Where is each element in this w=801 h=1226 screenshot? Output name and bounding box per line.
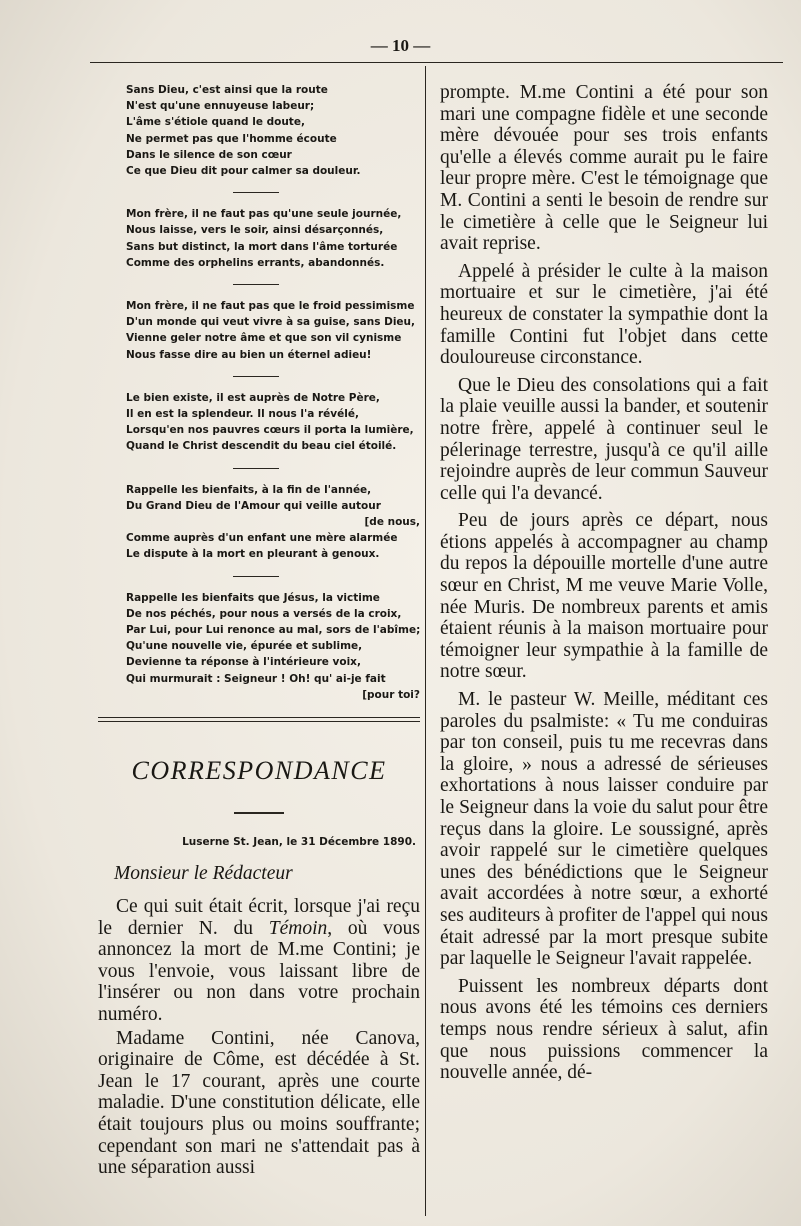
stanza-separator <box>233 576 279 577</box>
poem-line: Nous fasse dire au bien un éternel adieu! <box>126 348 372 361</box>
poem-line: N'est qu'une ennuyeuse labeur; <box>126 100 315 113</box>
poem-line: Nous laisse, vers le soir, ainsi désarçonnés, <box>126 224 384 237</box>
poem-line: Dans le silence de son cœur <box>126 148 292 161</box>
stanza-separator <box>233 376 279 377</box>
poem-stanza <box>98 82 420 179</box>
poem-line: Du Grand Dieu de l'Amour qui veille autour <box>126 499 381 512</box>
poem-line: Par Lui, pour Lui renonce au mal, sors de l'abîme; <box>126 624 421 637</box>
poem-line: Rappelle les bienfaits, à la fin de l'année, <box>126 483 372 496</box>
poem-stanza <box>98 390 420 455</box>
poem-line: Sans Dieu, c'est ainsi que la route <box>126 84 328 96</box>
poem-line-continuation: [de nous, <box>364 516 420 529</box>
poem-line: Ne permet pas que l'homme écoute <box>126 132 337 145</box>
letter-paragraph: prompte. M.me Contini a été pour son mari une compagne fidèle et une seconde mère dévouée pour ses trois enfants qu'elle a élevés comme aurait pu le faire leur propre mère. C'est le témoignage que M. Contini a senti le besoin de rendre sur le cimetière à celle que le Seigneur lui avait reprise. <box>440 82 768 255</box>
poem-stanza <box>98 590 420 703</box>
journal-name: Témoin <box>268 917 328 939</box>
poem-line: Sans but distinct, la mort dans l'âme torturée <box>126 240 398 253</box>
header-rule <box>90 62 783 63</box>
page-number: — 10 — <box>370 36 431 55</box>
poem-line: Vienne geler notre âme et que son vil cynisme <box>126 332 402 345</box>
poem-line: De nos péchés, pour nous a versés de la croix, <box>126 607 402 620</box>
letter-paragraph: M. le pasteur W. Meille, méditant ces paroles du psalmiste: « Tu me conduiras par ton conseil, puis tu me recevras dans la gloire, » nous a adressé de sérieuses exhortations à nous laisser conduire par le Seigneur dans la voie du salut pour être reçus dans la gloire. Le soussigné, après avoir rappelé sur le cimetière quelques unes des bénédictions que le Seigneur avait accordées à notre sœur, a exhorté ses auditeurs à profiter de l'appel qui nous était adressé par la mort presque subite par laquelle le Seigneur l'avait rappelée. <box>440 689 768 970</box>
letter-paragraph: Appelé à présider le culte à la maison mortuaire et sur le cimetière, j'ai été heureux de constater la sympathie dont la famille Contini fut l'objet dans cette douloureuse circonstance. <box>440 260 768 369</box>
letter-paragraph: Madame Contini, née Canova, originaire de Côme, est décédée à St. Jean le 17 courant, après une courte maladie. D'une constitution délicate, elle était toujours plus ou moins souffrante; cependant son mari ne s'attendait pas à une séparation aussi <box>98 1027 420 1179</box>
poem-line: Ce que Dieu dit pour calmer sa douleur. <box>126 165 361 178</box>
poem-stanza <box>98 298 420 363</box>
title-separator <box>234 812 284 814</box>
poem-line: Comme auprès d'un enfant une mère alarmée <box>126 532 398 545</box>
letter-paragraph: Que le Dieu des consolations qui a fait la plaie veuille aussi la bander, et soutenir notre frère, appelé à continuer seul le pélerinage terrestre, jusqu'à ce qu'il aille rejoindre auprès de leur commun Sauveur celle qui l'a devancé. <box>440 374 768 504</box>
section-title: CORRESPONDANCE <box>131 756 387 786</box>
poem-line: Mon frère, il ne faut pas que le froid pessimisme <box>126 300 415 313</box>
poem-line: Mon frère, il ne faut pas qu'une seule journée, <box>126 208 402 221</box>
poem-line: Qui murmurait : Seigneur ! Oh! qu' ai-je fait <box>126 672 386 685</box>
poem-line: Lorsqu'en nos pauvres cœurs il porta la lumière, <box>126 424 414 437</box>
poem-line: Rappelle les bienfaits que Jésus, la victime <box>126 591 380 604</box>
letter-paragraph: Ce qui suit était écrit, lorsque j'ai reçu le dernier N. du Témoin, où vous annoncez la mort de M.me Contini; je vous l'envoie, vous laissant libre de l'insérer ou non dans votre prochain numéro. <box>98 896 421 1026</box>
section-double-rule <box>98 717 420 722</box>
letter-dateline: Luserne St. Jean, le 31 Décembre 1890. <box>182 836 416 849</box>
stanza-separator <box>233 468 279 469</box>
letter-paragraph: Puissent les nombreux départs dont nous avons été les témoins ces derniers temps nous rendre sérieux à salut, afin que nous puissions commencer la nouvelle année, dé- <box>440 975 768 1084</box>
letter-paragraph: Peu de jours après ce départ, nous étions appelés à accompagner au champ du repos la dépouille mortelle d'une autre sœur en Christ, M me veuve Marie Volle, née Muris. De nombreux parents et amis étaient réunis à la maison mortuaire pour témoigner leur sympathie à la famille de notre sœur. <box>440 510 768 683</box>
poem-line: Devienne ta réponse à l'intérieure voix, <box>126 656 361 669</box>
poem-line: D'un monde qui veut vivre à sa guise, sans Dieu, <box>126 316 416 329</box>
poem-line: Le dispute à la mort en pleurant à genoux. <box>126 548 380 561</box>
poem-line: Qu'une nouvelle vie, épurée et sublime, <box>126 640 363 653</box>
poem-line: Quand le Christ descendit du beau ciel étoilé. <box>126 440 397 453</box>
poem-line: Il en est la splendeur. Il nous l'a révélé, <box>126 408 359 421</box>
poem-stanza <box>98 482 420 563</box>
poem-line-continuation: [pour toi? <box>362 688 420 701</box>
poem-line: Comme des orphelins errants, abandonnés. <box>126 256 385 269</box>
column-divider <box>425 66 426 1216</box>
poem-stanza <box>98 206 420 271</box>
left-column <box>98 82 420 1179</box>
letter-salutation: Monsieur le Rédacteur <box>114 863 293 885</box>
stanza-separator <box>233 192 279 193</box>
poem-line: Le bien existe, il est auprès de Notre Père, <box>126 391 380 404</box>
stanza-separator <box>233 284 279 285</box>
right-column <box>440 82 768 1084</box>
poem-line: L'âme s'étiole quand le doute, <box>126 116 305 129</box>
